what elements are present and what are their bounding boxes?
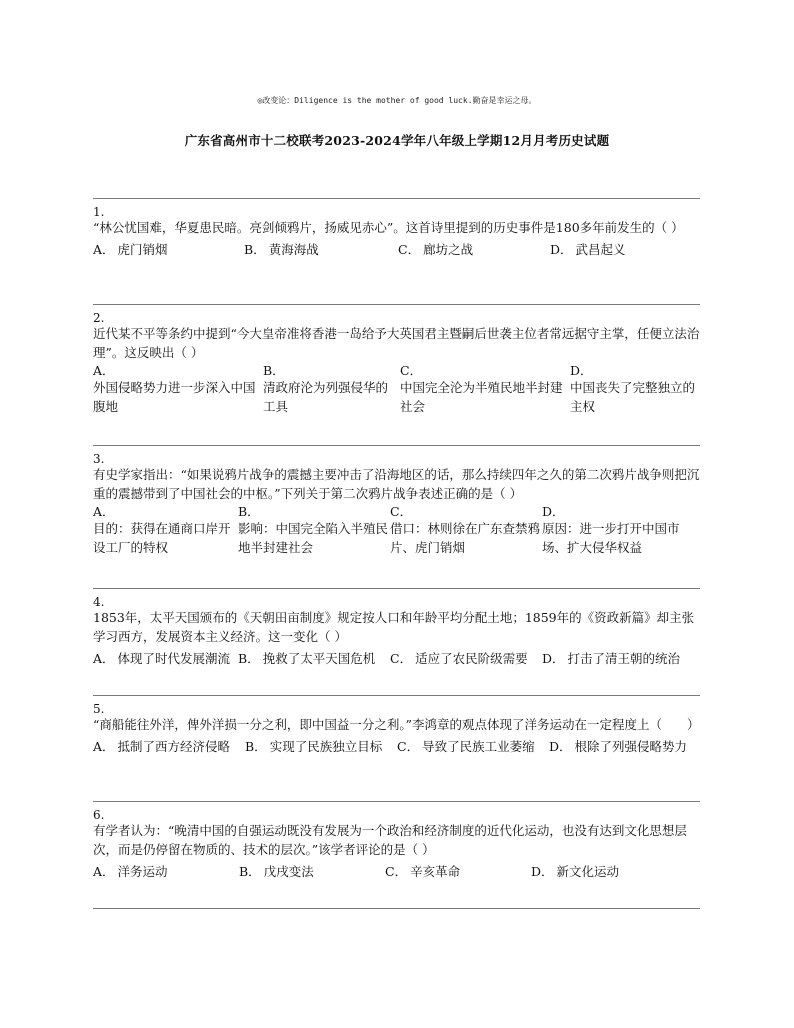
question-text: 有学者认为：“晚清中国的自强运动既没有发展为一个政治和经济制度的近代化运动，也没有达到文化思想层次，而是仍停留在物质的、技术的层次。”该学者评论的是（ ） <box>93 823 687 857</box>
option-letter: C． <box>398 242 421 257</box>
option-text: 武昌起义 <box>575 242 626 257</box>
question-text: 有史学家指出：“如果说鸦片战争的震撼主要冲击了沿海地区的话，那么持续四年之久的第二次鸦片战争则把沉重的震撼带到了中国社会的中枢。”下列关于第二次鸦片战争表述正确的是（ ） <box>93 467 700 501</box>
option-d[interactable] <box>550 240 626 259</box>
option-letter: D． <box>550 242 573 257</box>
options-row <box>93 240 700 259</box>
question-text: 近代某不平等条约中提到“今大皇帝准将香港一岛给予大英国君主暨嗣后世袭主位者常远据守主掌，任便立法治理”。这反映出（ ） <box>93 326 700 360</box>
option-text: 导致了民族工业萎缩 <box>422 739 535 754</box>
option-text: 适应了农民阶级需要 <box>415 651 528 666</box>
option-letter: C． <box>400 363 423 378</box>
options-grid <box>93 364 700 416</box>
option-d[interactable] <box>542 649 680 668</box>
option-text: 戊戌变法 <box>263 864 314 879</box>
bottom-divider <box>93 908 700 909</box>
option-b[interactable] <box>238 505 390 557</box>
option-letter: B． <box>238 504 260 519</box>
option-text: 抵制了西方经济侵略 <box>117 739 231 754</box>
option-text: 挽救了太平天国危机 <box>262 651 376 666</box>
option-letter: A． <box>93 504 115 519</box>
option-letter: A． <box>93 864 115 879</box>
question-number: 4. <box>93 595 105 609</box>
option-a[interactable] <box>93 505 238 557</box>
question-3 <box>93 445 700 557</box>
option-text: 影响：中国完全陷入半殖民地半封建社会 <box>238 521 389 555</box>
option-text: 中国丧失了完整独立的主权 <box>570 380 696 414</box>
option-text: 清政府沦为列强侵华的工具 <box>263 380 389 414</box>
options-row <box>93 649 700 668</box>
option-b[interactable] <box>239 862 385 881</box>
option-letter: B． <box>238 651 260 666</box>
option-text: 新文化运动 <box>556 864 620 879</box>
option-c[interactable] <box>385 862 531 881</box>
option-text: 洋务运动 <box>117 864 168 879</box>
option-letter: B． <box>244 242 266 257</box>
option-text: 打击了清王朝的统治 <box>567 651 681 666</box>
option-letter: A． <box>93 651 115 666</box>
option-letter: C． <box>390 651 413 666</box>
option-c[interactable] <box>398 240 550 259</box>
option-d[interactable] <box>570 364 698 416</box>
option-letter: D． <box>542 504 565 519</box>
page-title: 广东省高州市十二校联考2023-2024学年八年级上学期12月月考历史试题 <box>184 133 610 148</box>
option-text: 借口：林则徐在广东查禁鸦片、虎门销烟 <box>390 521 541 555</box>
option-a[interactable] <box>93 737 245 756</box>
option-letter: C． <box>397 739 420 754</box>
option-a[interactable] <box>93 649 238 668</box>
option-text: 中国完全沦为半殖民地半封建社会 <box>400 380 563 414</box>
option-c[interactable] <box>390 649 542 668</box>
option-letter: D． <box>570 363 593 378</box>
option-a[interactable] <box>93 240 244 259</box>
option-letter: C． <box>390 504 413 519</box>
option-letter: B． <box>239 864 261 879</box>
option-text: 根除了列强侵略势力 <box>574 739 688 754</box>
question-number: 5. <box>93 702 105 716</box>
option-a[interactable] <box>93 364 263 416</box>
option-text: 黄海海战 <box>268 242 319 257</box>
option-c[interactable] <box>397 737 549 756</box>
option-text: 实现了民族独立目标 <box>269 739 383 754</box>
option-letter: D． <box>549 739 572 754</box>
option-text: 廊坊之战 <box>423 242 474 257</box>
question-number: 1. <box>93 205 105 219</box>
option-b[interactable] <box>263 364 400 416</box>
option-d[interactable] <box>542 505 700 557</box>
motto-line: ◎改变论：Diligence is the mother of good luck.勤奋是幸运之母。 <box>257 96 537 105</box>
option-letter: A． <box>93 739 115 754</box>
question-number: 2. <box>93 311 105 325</box>
option-b[interactable] <box>245 737 397 756</box>
options-row <box>93 862 700 881</box>
option-letter: B． <box>245 739 267 754</box>
question-4 <box>93 588 700 668</box>
options-row <box>93 737 700 756</box>
question-number: 6. <box>93 808 105 822</box>
option-c[interactable] <box>400 364 570 416</box>
question-1 <box>93 198 700 259</box>
option-text: 辛亥革命 <box>410 864 461 879</box>
question-text: 1853年，太平天国颁布的《天朝田亩制度》规定按人口和年龄平均分配土地；1859年的《资政新篇》却主张学习西方，发展资本主义经济。这一变化（ ） <box>93 610 695 644</box>
option-d[interactable] <box>549 737 687 756</box>
question-5 <box>93 695 700 756</box>
option-c[interactable] <box>390 505 542 557</box>
question-text: “商船能往外洋，俾外洋损一分之利，即中国益一分之利。”李鸿章的观点体现了洋务运动在一定程度上（ ） <box>93 717 700 732</box>
option-letter: A． <box>93 363 115 378</box>
option-letter: D． <box>542 651 565 666</box>
option-letter: D． <box>531 864 554 879</box>
option-text: 虎门销烟 <box>117 242 168 257</box>
option-d[interactable] <box>531 862 619 881</box>
question-2 <box>93 304 700 416</box>
option-letter: B． <box>263 363 285 378</box>
option-b[interactable] <box>238 649 390 668</box>
option-text: 体现了时代发展潮流 <box>117 651 231 666</box>
option-text: 目的：获得在通商口岸开设工厂的特权 <box>93 521 231 555</box>
question-6 <box>93 801 700 881</box>
option-letter: C． <box>385 864 408 879</box>
option-letter: A． <box>93 242 115 257</box>
question-text: “林公忧国难，华夏患民暗。亮剑倾鸦片，扬威见赤心”。这首诗里提到的历史事件是180多年前发生的（ ） <box>93 220 684 235</box>
option-a[interactable] <box>93 862 239 881</box>
option-text: 原因：进一步打开中国市场、扩大侵华权益 <box>542 521 680 555</box>
option-text: 外国侵略势力进一步深入中国腹地 <box>93 380 256 414</box>
question-number: 3. <box>93 452 105 466</box>
option-b[interactable] <box>244 240 398 259</box>
options-grid <box>93 505 700 557</box>
